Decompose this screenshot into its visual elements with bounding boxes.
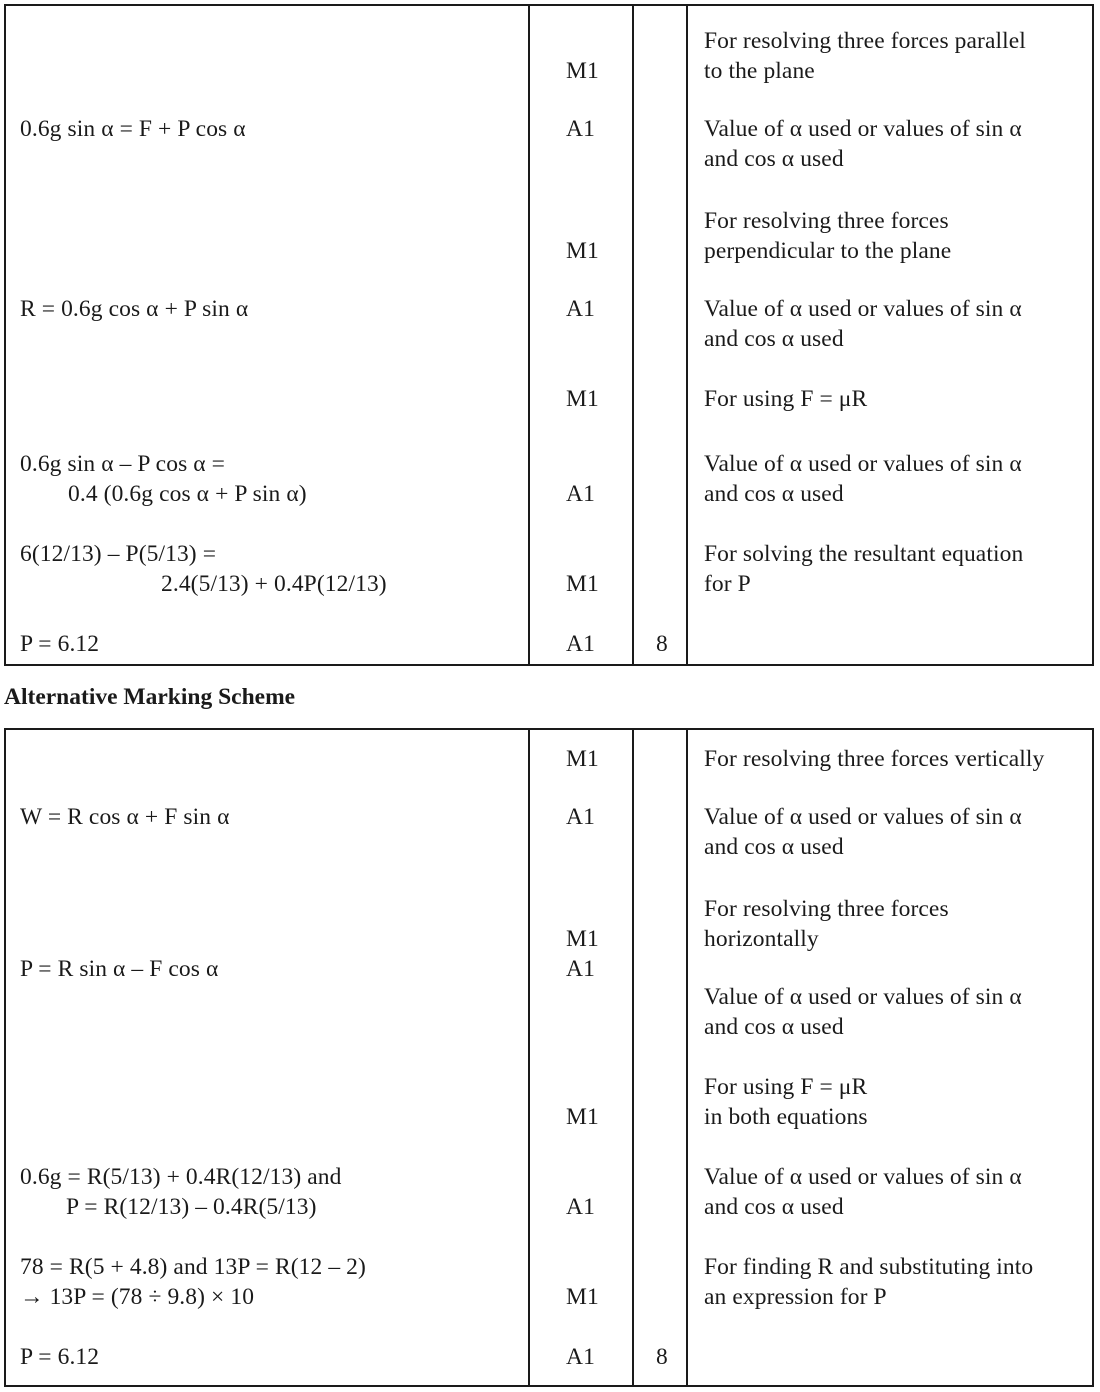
- mark-line: M1: [566, 58, 599, 84]
- mark-line: M1: [566, 1284, 599, 1310]
- work-line: 6(12/13) – P(5/13) =: [20, 541, 217, 567]
- working-column: [5, 5, 529, 665]
- work-line: 0.6g sin α – P cos α =: [20, 451, 226, 477]
- mark-line: A1: [566, 631, 595, 657]
- work-line: P = R(12/13) – 0.4R(5/13): [66, 1194, 317, 1220]
- work-line: R = 0.6g cos α + P sin α: [20, 296, 249, 322]
- work-line: W = R cos α + F sin α: [20, 804, 230, 830]
- working-cell: [6, 730, 528, 1385]
- page-title: Alternative Marking Scheme: [4, 684, 296, 710]
- note-line: and cos α used: [704, 1014, 844, 1040]
- table-row: [5, 5, 1093, 665]
- note-line: For using F = μR: [704, 386, 868, 412]
- work-line: P = R sin α – F cos α: [20, 956, 219, 982]
- mark-column: [529, 5, 633, 665]
- work-line: 2.4(5/13) + 0.4P(12/13): [161, 571, 387, 597]
- note-line: For using F = μR: [704, 1074, 868, 1100]
- mark-line: A1: [566, 481, 595, 507]
- mark-line: A1: [566, 1344, 595, 1370]
- note-line: For solving the resultant equation: [704, 541, 1024, 567]
- mark-line: M1: [566, 746, 599, 772]
- work-line: 0.4 (0.6g cos α + P sin α): [68, 481, 307, 507]
- notes-cell: [688, 730, 1092, 1385]
- working-cell: [6, 6, 528, 664]
- note-line: and cos α used: [704, 1194, 844, 1220]
- notes-column: [687, 729, 1093, 1386]
- note-line: to the plane: [704, 58, 815, 84]
- total-column: [633, 5, 687, 665]
- mark-line: M1: [566, 386, 599, 412]
- work-line: 78 = R(5 + 4.8) and 13P = R(12 – 2): [20, 1254, 366, 1280]
- mark-scheme-page: [4, 4, 1090, 1387]
- note-line: Value of α used or values of sin α: [704, 984, 1022, 1010]
- mark-line: M1: [566, 926, 599, 952]
- note-line: Value of α used or values of sin α: [704, 451, 1022, 477]
- table-row: [5, 729, 1093, 1386]
- note-line: Value of α used or values of sin α: [704, 116, 1022, 142]
- note-line: For resolving three forces vertically: [704, 746, 1045, 772]
- mark-column: [529, 729, 633, 1386]
- note-line: and cos α used: [704, 146, 844, 172]
- note-line: For finding R and substituting into: [704, 1254, 1034, 1280]
- total-line: 8: [656, 1344, 668, 1370]
- total-cell: [634, 730, 686, 1385]
- note-line: and cos α used: [704, 326, 844, 352]
- mark-line: M1: [566, 238, 599, 264]
- note-line: perpendicular to the plane: [704, 238, 952, 264]
- total-line: 8: [656, 631, 668, 657]
- note-line: For resolving three forces: [704, 896, 949, 922]
- note-line: an expression for P: [704, 1284, 887, 1310]
- section-heading-block: [4, 666, 1090, 728]
- note-line: Value of α used or values of sin α: [704, 296, 1022, 322]
- work-line: P = 6.12: [20, 1344, 100, 1370]
- note-line: for P: [704, 571, 751, 597]
- working-column: [5, 729, 529, 1386]
- mark-line: A1: [566, 804, 595, 830]
- note-line: and cos α used: [704, 834, 844, 860]
- note-line: For resolving three forces: [704, 208, 949, 234]
- mark-line: A1: [566, 116, 595, 142]
- note-line: Value of α used or values of sin α: [704, 1164, 1022, 1190]
- note-line: Value of α used or values of sin α: [704, 804, 1022, 830]
- note-line: and cos α used: [704, 481, 844, 507]
- total-cell: [634, 6, 686, 664]
- notes-cell: [688, 6, 1092, 664]
- mark-cell: [530, 730, 632, 1385]
- total-column: [633, 729, 687, 1386]
- work-line: 0.6g = R(5/13) + 0.4R(12/13) and: [20, 1164, 342, 1190]
- mark-line: M1: [566, 571, 599, 597]
- mark-line: A1: [566, 1194, 595, 1220]
- note-line: horizontally: [704, 926, 819, 952]
- note-line: For resolving three forces parallel: [704, 28, 1026, 54]
- primary-marking-scheme-table: [4, 4, 1094, 666]
- mark-line: A1: [566, 956, 595, 982]
- notes-column: [687, 5, 1093, 665]
- mark-line: M1: [566, 1104, 599, 1130]
- work-line: P = 6.12: [20, 631, 100, 657]
- note-line: in both equations: [704, 1104, 868, 1130]
- mark-cell: [530, 6, 632, 664]
- work-line: → 13P = (78 ÷ 9.8) × 10: [20, 1284, 255, 1310]
- alternative-marking-scheme-table: [4, 728, 1094, 1387]
- mark-line: A1: [566, 296, 595, 322]
- work-line: 0.6g sin α = F + P cos α: [20, 116, 246, 142]
